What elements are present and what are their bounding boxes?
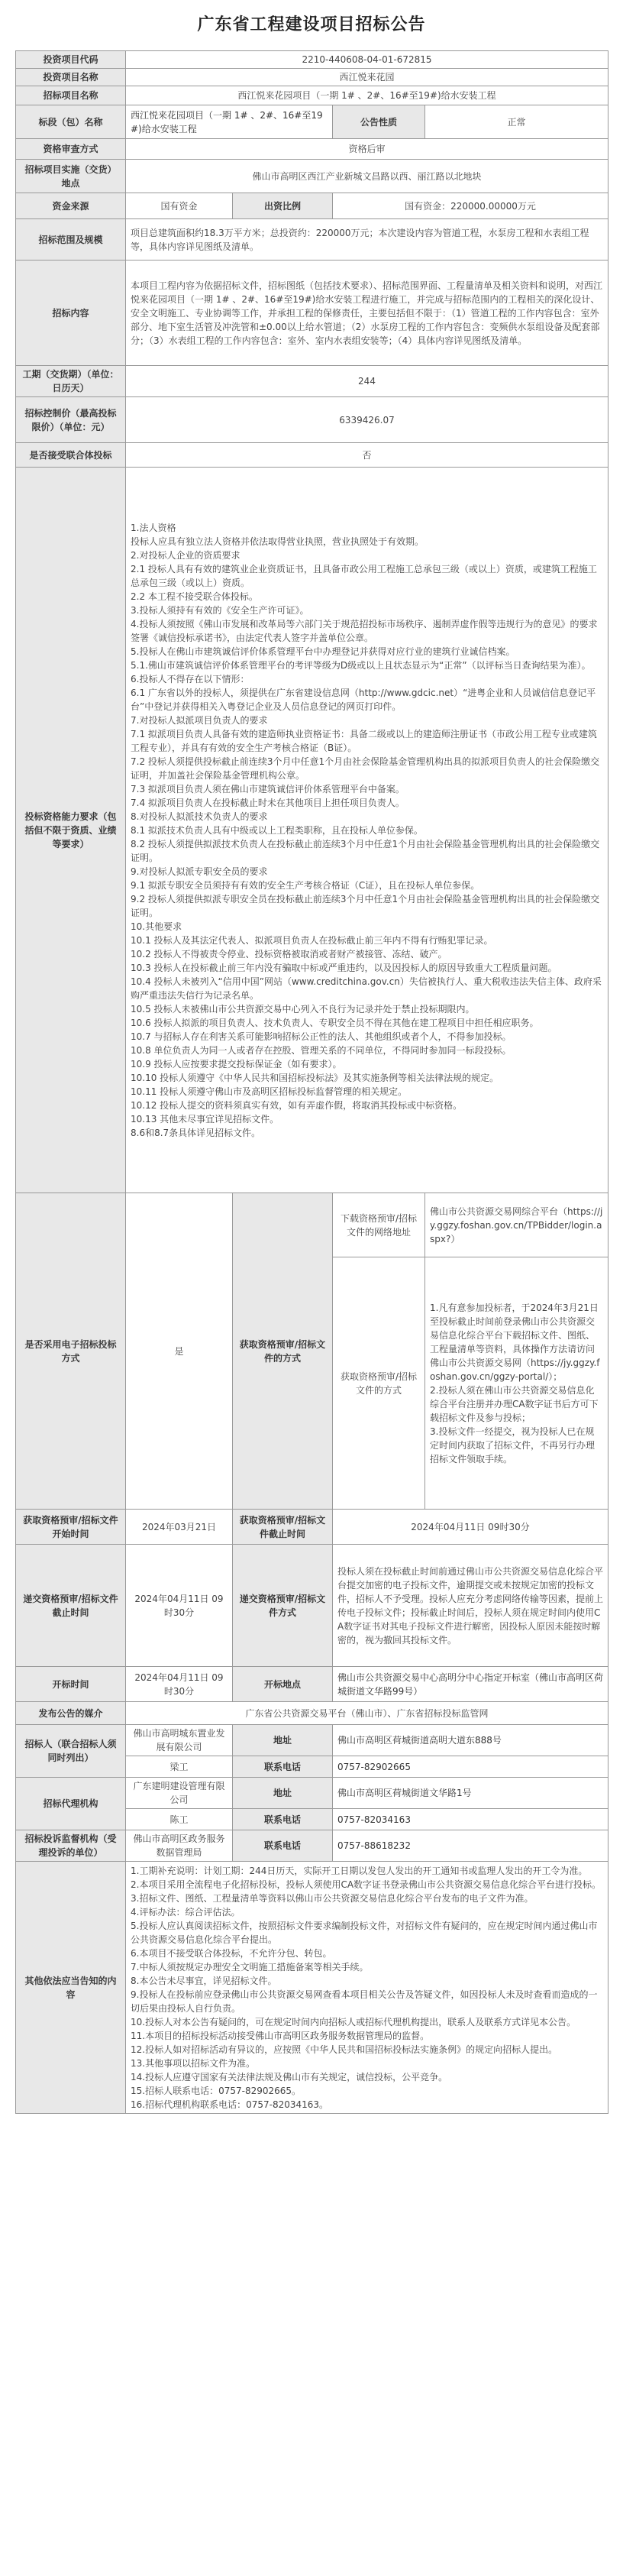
project-code-value: 2210-440608-04-01-672815	[126, 51, 608, 69]
consortium-label: 是否接受联合体投标	[16, 443, 126, 468]
row-funding	[16, 193, 608, 219]
scope-value: 项目总建筑面积约18.3万平方米；总投资约：220000万元；本次建设内容为管道工程，水泵房工程和水表组工程等，具体内容详见图纸及清单。	[126, 219, 608, 261]
content-value: 本项目工程内容为依据招标文件，招标图纸（包括技术要求）、招标范围界面、工程量清单及相关资料和说明，对西江悦来花园项目（一期 1# 、2#、16#至19#)给水安装工程进行施工，并完成与招标范围内的工程相关的深化设计、安全文明施工、专业协调等工作，并承担工程的保修责任，主要包括但不限于：（1）管道工程的工作内容包含：室外部分、地下室生活管及冲洗管和±0.00以上给水管道；（2）水泵房工程的工作内容包含：变频供水泵组设备及配套部分；（3）水表组工程的工作内容包含：室外、室内水表组安装等；（4）具体内容详见图纸及清单。	[126, 261, 608, 366]
row-location	[16, 160, 608, 193]
row-content	[16, 261, 608, 366]
section-name-value: 西江悦来花园项目（一期 1# 、2#、16#至19#)给水安装工程	[126, 105, 333, 139]
other-value: 1.工期补充说明：计划工期：244日历天，实际开工日期以发包人发出的开工通知书或监理人发出的开工令为准。 2.本项目采用全流程电子化招标投标，投标人须使用CA数字证书登录佛山市公共资源交易信息化综合平台进行投标。 3.招标文件、图纸、工程量清单等资料以佛山市公共资源交易信息化综合平台发布的电子文件为准。 4.评标办法：综合评估法。 5.投标人应认真阅读招标文件，按照招标文件要求编制投标文件，对招标文件有疑问的，应在规定时间内通过佛山市公共资源交易信息化综合平台提出。 6.本项目不接受联合体投标，不允许分包、转包。 7.中标人须按规定办理安全文明施工措施备案等相关手续。 8.本公告未尽事宜，详见招标文件。 9.投标人在投标前应登录佛山市公共资源交易网查看本项目相关公告及答疑文件，如因投标人未及时查看而造成的一切后果由投标人自行负责。 10.投标人对本公告有疑问的，可在规定时间内向招标人或招标代理机构提出，联系人及联系方式详见本公告。 11.本项目的招标投标活动接受佛山市高明区政务服务数据管理局的监督。 12.投标人如对招标活动有异议的，应按照《中华人民共和国招标投标法实施条例》的规定向招标人提出。 13.其他事项以招标文件为准。 14.投标人应遵守国家有关法律法规及佛山市有关规定，诚信投标，公平竞争。 15.招标人联系电话：0757-82902665。 16.招标代理机构联系电话：0757-82034163。	[126, 1862, 608, 2114]
row-open	[16, 1667, 608, 1702]
doc-url-label: 下载资格预审/招标文件的网络地址	[333, 1193, 425, 1257]
section-name-label: 标段（包）名称	[16, 105, 126, 139]
notice-nature-value: 正常	[425, 105, 608, 139]
funding-share-label: 出资比例	[233, 193, 333, 219]
doc-url-value[interactable]: 佛山市公共资源交易网综合平台（https://jy.ggzy.foshan.gov.cn/TPBidder/login.aspx?）	[425, 1193, 608, 1257]
row-supervision	[16, 1830, 608, 1862]
row-get-time	[16, 1510, 608, 1545]
audit-method-value: 资格后审	[126, 139, 608, 160]
notice-nature-label: 公告性质	[333, 105, 425, 139]
row-audit-method	[16, 139, 608, 160]
row-tender-project-name	[16, 86, 608, 105]
publish-media-value: 广东省公共资源交易平台（佛山市）、广东省招标投标监管网	[126, 1702, 608, 1725]
supervision-phone-label: 联系电话	[233, 1830, 333, 1862]
audit-method-label: 资格审查方式	[16, 139, 126, 160]
page-title: 广东省工程建设项目招标公告	[197, 15, 426, 34]
supervision-value: 佛山市高明区政务服务数据管理局	[126, 1830, 233, 1862]
scope-label: 招标范围及规模	[16, 219, 126, 261]
doc-method-label: 获取资格预审/招标文件的方式	[233, 1193, 333, 1510]
agency-label: 招标代理机构	[16, 1778, 126, 1830]
submit-method-label: 递交资格预审/招标文件方式	[233, 1545, 333, 1667]
open-place-value: 佛山市公共资源交易中心高明分中心指定开标室（佛山市高明区荷城街道文华路99号）	[333, 1667, 608, 1702]
doc-get-method-value: 1.凡有意参加投标者，于2024年3月21日至投标截止时间前登录佛山市公共资源交易信息化综合平台下载招标文件、图纸、工程量清单等资料，具体操作方法请访问佛山市公共资源交易网（https://jy.ggzy.foshan.gov.cn/ggzy-portal/）； 2.投标人须在佛山市公共资源交易信息化综合平台注册并办理CA数字证书后方可下载招标文件及参与投标； 3.投标文件一经提交，视为投标人已在规定时间内获取了招标文件，不再另行办理招标文件领取手续。	[425, 1257, 608, 1510]
row-agency	[16, 1778, 608, 1809]
tenderer-value: 佛山市高明城东置业发展有限公司	[126, 1725, 233, 1756]
project-name-label: 投资项目名称	[16, 69, 126, 86]
funding-source-value: 国有资金	[126, 193, 233, 219]
row-tenderer	[16, 1725, 608, 1756]
duration-label: 工期（交货期）（单位：日历天）	[16, 366, 126, 397]
qualification-value: 1.法人资格 投标人应具有独立法人资格并依法取得营业执照，营业执照处于有效期。 2.对投标人企业的资质要求 2.1 投标人具有有效的建筑业企业资质证书，且具备市政公用工程施工总承包三级（或以上）资质，或建筑工程施工总承包三级（或以上）资质。 2.2 本工程不接受联合体投标。 3.投标人须持有有效的《安全生产许可证》。 4.投标人须按照《佛山市发展和改革局等六部门关于规范招投标市场秩序、遏制弄虚作假等违规行为的意见》的要求签署《诚信投标承诺书》，由法定代表人签字并盖单位公章。 5.投标人在佛山市建筑诚信评价体系管理平台中办理登记并获得对应行业的建筑行业诚信档案。 5.1.佛山市建筑诚信评价体系管理平台的考评等级为D级或以上且状态显示为“正常”（以评标当日查询结果为准）。 6.投标人不得存在以下情形： 6.1 广东省以外的投标人，须提供在广东省建设信息网（http://www.gdcic.net）“进粤企业和人员诚信信息登记平台”中登记并获得相关入粤登记企业及人员信息登记的网页打印件。 7.对投标人拟派项目负责人的要求 7.1 拟派项目负责人具备有效的建造师执业资格证书：具备二级或以上的建造师注册证书（市政公用工程专业或建筑工程专业），并具有有效的安全生产考核合格证（B证）。 7.2 投标人须提供投标截止前连续3个月中任意1个月由社会保险基金管理机构出具的拟派项目负责人的社会保险缴交证明，并加盖社会保险基金管理机构公章。 7.3 拟派项目负责人须在佛山市建筑诚信评价体系管理平台中备案。 7.4 拟派项目负责人在投标截止时未在其他项目上担任项目负责人。 8.对投标人拟派技术负责人的要求 8.1 拟派技术负责人具有中级或以上工程类职称，且在投标人单位参保。 8.2 投标人须提供拟派技术负责人在投标截止前连续3个月中任意1个月由社会保险基金管理机构出具的社会保险缴交证明。 9.对投标人拟派专职安全员的要求 9.1 拟派专职安全员须持有有效的安全生产考核合格证（C证），且在投标人单位参保。 9.2 投标人须提供拟派专职安全员在投标截止前连续3个月中任意1个月由社会保险基金管理机构出具的社会保险缴交证明。 10.其他要求 10.1 投标人及其法定代表人、拟派项目负责人在投标截止前三年内不得有行贿犯罪记录。 10.2 投标人不得被责令停业、投标资格被取消或者财产被接管、冻结、破产。 10.3 投标人在投标截止前三年内没有骗取中标或严重违约，以及因投标人的原因导致重大工程质量问题。 10.4 投标人未被列入“信用中国”网站（www.creditchina.gov.cn）失信被执行人、重大税收违法失信主体、政府采购严重违法失信行为记录名单。 10.5 投标人未被佛山市公共资源交易中心列入不良行为记录并处于禁止投标期限内。 10.6 投标人拟派的项目负责人、技术负责人、专职安全员不得在其他在建工程项目中担任相应职务。 10.7 与招标人存在利害关系可能影响招标公正性的法人、其他组织或者个人，不得参加投标。 10.8 单位负责人为同一人或者存在控股、管理关系的不同单位，不得同时参加同一标段投标。 10.9 投标人应按要求提交投标保证金（如有要求）。 10.10 投标人须遵守《中华人民共和国招标投标法》及其实施条例等相关法律法规的规定。 10.11 投标人须遵守佛山市及高明区招标投标监督管理的相关规定。 10.12 投标人提交的资料须真实有效，如有弄虚作假，将取消其投标或中标资格。 10.13 其他未尽事宜详见招标文件。 8.6和8.7条具体详见招标文件。	[126, 468, 608, 1193]
other-label: 其他依法应当告知的内容	[16, 1862, 126, 2114]
row-publish-media	[16, 1702, 608, 1725]
get-end-label: 获取资格预审/招标文件截止时间	[233, 1510, 333, 1545]
content-label: 招标内容	[16, 261, 126, 366]
row-submit	[16, 1545, 608, 1667]
row-consortium	[16, 443, 608, 468]
funding-share-value: 国有资金：220000.00000万元	[333, 193, 608, 219]
row-other	[16, 1862, 608, 2114]
open-place-label: 开标地点	[233, 1667, 333, 1702]
consortium-value: 否	[126, 443, 608, 468]
agency-value: 广东建明建设管理有限公司	[126, 1778, 233, 1809]
tender-project-name-value: 西江悦来花园项目（一期 1# 、2#、16#至19#)给水安装工程	[126, 86, 608, 105]
electronic-bid-value: 是	[126, 1193, 233, 1510]
row-max-price	[16, 397, 608, 443]
location-label: 招标项目实施（交货）地点	[16, 160, 126, 193]
tenderer-address-label: 地址	[233, 1725, 333, 1756]
supervision-phone-value: 0757-88618232	[333, 1830, 608, 1862]
tenderer-label: 招标人（联合招标人须同时列出）	[16, 1725, 126, 1778]
project-name-value: 西江悦来花园	[126, 69, 608, 86]
location-value: 佛山市高明区西江产业新城文昌路以西、丽江路以北地块	[126, 160, 608, 193]
tenderer-phone-value: 0757-82902665	[333, 1756, 608, 1778]
agency-phone-value: 0757-82034163	[333, 1809, 608, 1830]
row-section-name	[16, 105, 608, 139]
funding-label: 资金来源	[16, 193, 126, 219]
qualification-label: 投标资格能力要求（包括但不限于资质、业绩等要求）	[16, 468, 126, 1193]
get-start-label: 获取资格预审/招标文件开始时间	[16, 1510, 126, 1545]
duration-value: 244	[126, 366, 608, 397]
get-end-value: 2024年04月11日 09时30分	[333, 1510, 608, 1545]
publish-media-label: 发布公告的媒介	[16, 1702, 126, 1725]
project-code-label: 投资项目代码	[16, 51, 126, 69]
notice-table	[15, 50, 608, 2114]
tenderer-phone-label: 联系电话	[233, 1756, 333, 1778]
get-start-value: 2024年03月21日	[126, 1510, 233, 1545]
supervision-label: 招标投诉监督机构（受理投诉的单位）	[16, 1830, 126, 1862]
agency-contact-value: 陈工	[126, 1809, 233, 1830]
submit-method-value: 投标人须在投标截止时间前通过佛山市公共资源交易信息化综合平台提交加密的电子投标文件，逾期提交或未按规定加密的投标文件，招标人不予受理。投标人应充分考虑网络传输等因素，提前上传电子投标文件；投标截止时间后，投标人须在规定时间内使用CA数字证书对其电子投标文件进行解密，因投标人原因未能按时解密的，视为撤回其投标文件。	[333, 1545, 608, 1667]
tenderer-address-value: 佛山市高明区荷城街道高明大道东888号	[333, 1725, 608, 1756]
tenderer-contact-value: 梁工	[126, 1756, 233, 1778]
tender-project-name-label: 招标项目名称	[16, 86, 126, 105]
max-price-value: 6339426.07	[126, 397, 608, 443]
submit-deadline-label: 递交资格预审/招标文件截止时间	[16, 1545, 126, 1667]
open-time-value: 2024年04月11日 09时30分	[126, 1667, 233, 1702]
row-doc-download	[16, 1193, 608, 1257]
max-price-label: 招标控制价（最高投标限价）（单位：元）	[16, 397, 126, 443]
doc-get-method-label: 获取资格预审/招标文件的方式	[333, 1257, 425, 1510]
agency-address-value: 佛山市高明区荷城街道文华路1号	[333, 1778, 608, 1809]
electronic-bid-label: 是否采用电子招标投标方式	[16, 1193, 126, 1510]
row-duration	[16, 366, 608, 397]
agency-phone-label: 联系电话	[233, 1809, 333, 1830]
open-time-label: 开标时间	[16, 1667, 126, 1702]
agency-address-label: 地址	[233, 1778, 333, 1809]
row-project-code	[16, 51, 608, 69]
row-qualification	[16, 468, 608, 1193]
submit-deadline-value: 2024年04月11日 09时30分	[126, 1545, 233, 1667]
row-project-name	[16, 69, 608, 86]
row-scope	[16, 219, 608, 261]
